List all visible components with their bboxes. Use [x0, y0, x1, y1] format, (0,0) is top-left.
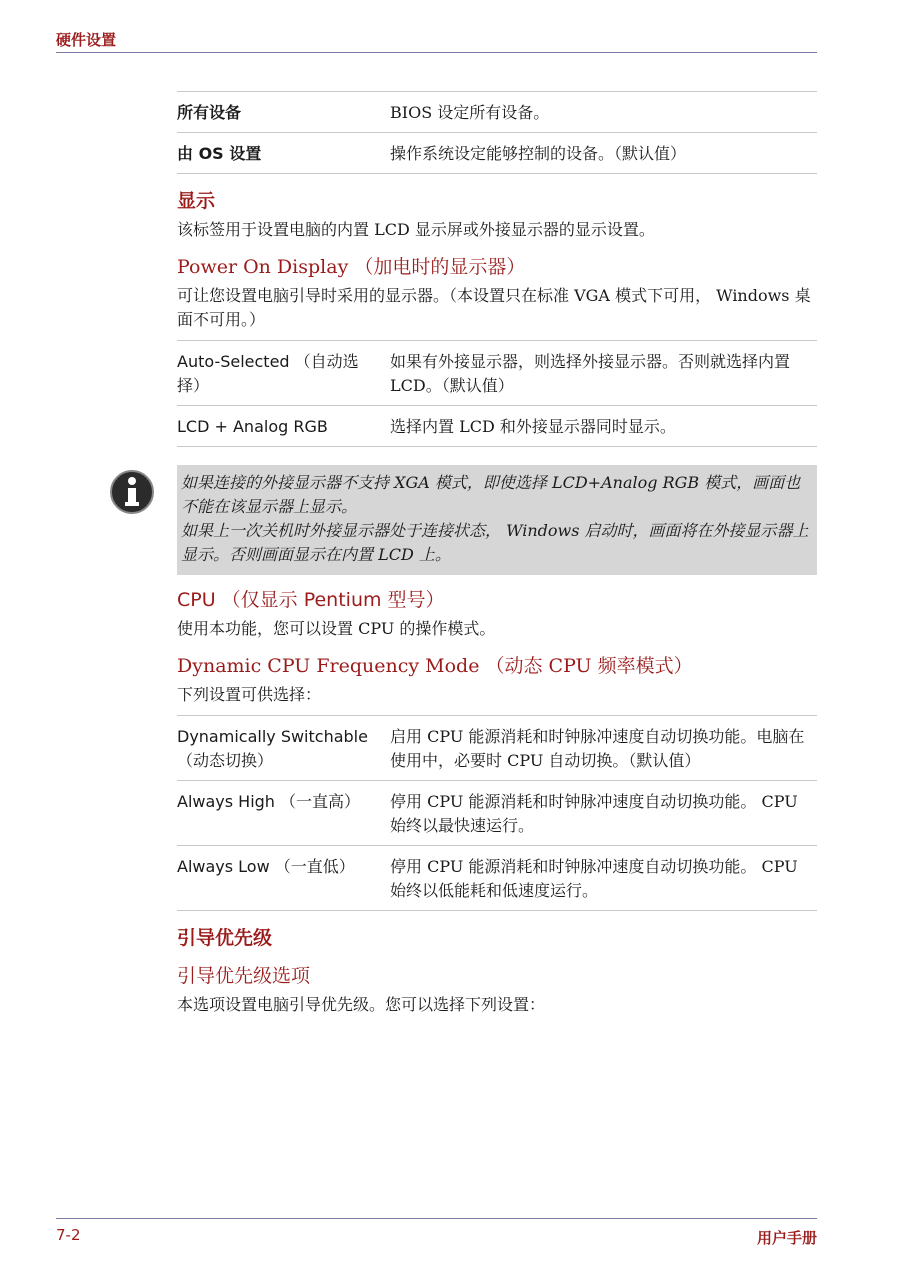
header-title: 硬件设置	[56, 31, 117, 49]
power-on-desc: 可让您设置电脑引导时采用的显示器。（本设置只在标准 VGA 模式下可用， Windows 桌面不可用。）	[177, 286, 811, 329]
subheading-power-on-display: Power On Display （加电时的显示器）	[177, 256, 526, 278]
option-desc: 停用 CPU 能源消耗和时钟脉冲速度自动切换功能。 CPU 始终以低能耗和低速度运行。	[390, 857, 798, 900]
option-name: LCD + Analog RGB	[177, 417, 328, 436]
option-name: Always High （一直高）	[177, 792, 361, 811]
boot-desc: 本选项设置电脑引导优先级。您可以选择下列设置：	[177, 995, 546, 1014]
table-row	[177, 91, 817, 132]
note-line-1: 如果连接的外接显示器不支持 XGA 模式，即使选择 LCD+Analog RGB 模式，画面也不能在该显示器上显示。	[181, 473, 801, 516]
option-name: Auto-Selected （自动选择）	[177, 352, 359, 395]
option-desc: 停用 CPU 能源消耗和时钟脉冲速度自动切换功能。 CPU 始终以最快速运行。	[390, 792, 798, 835]
table-row	[177, 715, 817, 780]
page-content	[177, 91, 817, 1025]
dynamic-cpu-desc: 下列设置可供选择：	[177, 685, 322, 704]
device-config-table	[177, 91, 817, 174]
subheading-cpu: CPU （仅显示 Pentium 型号）	[177, 589, 445, 611]
option-name: Always Low （一直低）	[177, 857, 355, 876]
table-row	[177, 845, 817, 911]
section-heading-boot: 引导优先级	[177, 927, 273, 949]
note-box	[177, 465, 817, 575]
table-row	[177, 340, 817, 405]
footer-title: 用户手册	[756, 1229, 817, 1247]
info-icon	[109, 469, 155, 515]
power-on-options-table	[177, 340, 817, 447]
section-heading-display: 显示	[177, 190, 216, 212]
note-line-2: 如果上一次关机时外接显示器处于连接状态， Windows 启动时，画面将在外接显示器上显示。否则画面显示在内置 LCD 上。	[181, 521, 809, 564]
cpu-intro: 使用本功能，您可以设置 CPU 的操作模式。	[177, 619, 496, 638]
option-desc: 如果有外接显示器，则选择外接显示器。否则就选择内置 LCD。（默认值）	[390, 352, 791, 395]
header-rule	[56, 52, 817, 53]
option-name: 由 OS 设置	[177, 144, 262, 163]
cpu-mode-options-table	[177, 715, 817, 911]
option-desc: 选择内置 LCD 和外接显示器同时显示。	[390, 417, 676, 436]
subheading-dynamic-cpu: Dynamic CPU Frequency Mode （动态 CPU 频率模式）	[177, 655, 693, 677]
footer-rule	[56, 1218, 817, 1219]
table-row	[177, 132, 817, 174]
display-intro: 该标签用于设置电脑的内置 LCD 显示屏或外接显示器的显示设置。	[177, 220, 655, 239]
option-desc: 启用 CPU 能源消耗和时钟脉冲速度自动切换功能。电脑在使用中，必要时 CPU 自动切换。（默认值）	[390, 727, 805, 770]
page-number: 7-2	[56, 1226, 81, 1244]
subheading-boot-options: 引导优先级选项	[177, 965, 311, 987]
option-desc: BIOS 设定所有设备。	[390, 103, 550, 122]
option-name: Dynamically Switchable （动态切换）	[177, 727, 368, 770]
option-desc: 操作系统设定能够控制的设备。（默认值）	[390, 144, 687, 163]
option-name: 所有设备	[177, 103, 242, 122]
table-row	[177, 405, 817, 447]
table-row	[177, 780, 817, 845]
